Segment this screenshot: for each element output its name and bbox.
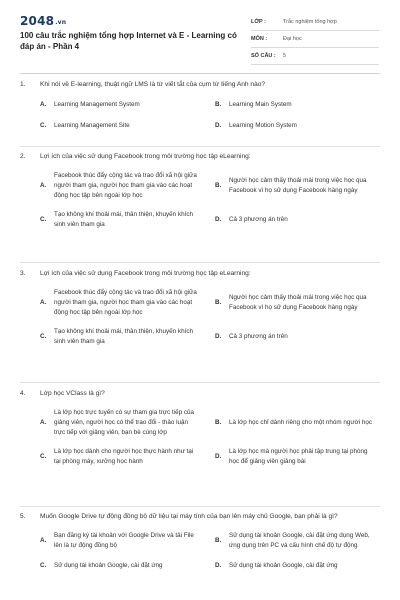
options: [40, 531, 380, 581]
option-text: Cả 3 phương án trên: [229, 216, 288, 223]
option-text: Learning Management System: [54, 101, 140, 108]
option-d[interactable]: [215, 327, 380, 347]
option-text: Người học cảm thấy thoải mái trong việc học qua Facebook vì họ sử dụng Facebook hàng ngày: [229, 177, 367, 194]
option-letter: D.: [215, 453, 222, 460]
question-number: 3.: [20, 270, 26, 277]
question-5: [20, 512, 380, 581]
options: [40, 408, 380, 476]
meta-value: 5: [283, 53, 287, 59]
option-text: Sử dụng tài khoản Google, cài đặt ứng: [229, 562, 338, 569]
question-number: 2.: [20, 153, 26, 160]
option-letter: A.: [40, 299, 47, 306]
site-logo[interactable]: [20, 14, 66, 28]
question-text: Khi nói về E-learning, thuật ngữ LMS là từ viết tắt của cụm từ tiếng Anh nào?: [40, 81, 266, 88]
option-a[interactable]: [40, 408, 205, 438]
option-letter: C.: [40, 562, 47, 569]
option-b[interactable]: [215, 99, 380, 111]
option-text: Là lớp học dành cho người học thực hành như tại tại phòng máy, xưởng học hành: [54, 448, 194, 465]
option-text: Facebook thúc đẩy cộng tác và trao đổi xã hội giữa người tham gia, người học tham gia vào các hoạt động học tập bên ngoài lớp học: [54, 289, 197, 316]
meta-value: Đại học: [283, 36, 302, 42]
option-a[interactable]: [40, 171, 205, 201]
option-letter: D.: [215, 333, 222, 340]
option-letter: B.: [215, 101, 222, 108]
option-a[interactable]: [40, 531, 205, 551]
option-text: Là lớp học trực tuyến có sự tham gia trực tiếp của giảng viên, người học có thể trao đổi - thảo luận trực tiếp với giảng viên, bạn bè cùng lớp: [54, 409, 194, 436]
option-letter: C.: [40, 216, 47, 223]
option-letter: A.: [40, 537, 47, 544]
option-b[interactable]: [215, 288, 380, 318]
question-4: [20, 389, 380, 476]
question-divider: [20, 262, 380, 263]
logo-suffix: .vn: [55, 19, 67, 26]
option-a[interactable]: [40, 288, 205, 318]
meta-label: MÔN :: [251, 36, 268, 42]
meta-row-class: [251, 14, 379, 31]
question-number: 1.: [20, 81, 26, 88]
option-d[interactable]: [215, 120, 380, 132]
option-letter: C.: [40, 333, 47, 340]
question-divider: [20, 506, 380, 507]
meta-row-subject: [251, 31, 379, 48]
question-divider: [20, 146, 380, 147]
option-letter: A.: [40, 419, 47, 426]
option-letter: B.: [215, 299, 222, 306]
question-1: [20, 80, 380, 141]
option-text: Sử dụng tài khoản Google, cài đặt ứng dụng Web, ứng dụng trên PC và cấu hình chế độ tự động: [229, 532, 370, 549]
option-text: Learning Motion System: [229, 122, 297, 129]
option-d[interactable]: [215, 560, 380, 572]
question-divider: [20, 382, 380, 383]
option-c[interactable]: [40, 327, 205, 347]
header-divider: [20, 73, 380, 74]
options: [40, 99, 380, 141]
option-text: Learning Main System: [229, 101, 292, 108]
question-number: 5.: [20, 513, 26, 520]
logo-text: 2048: [20, 14, 55, 28]
question-text: Lớp học VClass là gì?: [40, 390, 105, 397]
option-text: Cả 3 phương án trên: [229, 333, 288, 340]
document-title: 100 câu trắc nghiệm tổng hợp Internet và E - Learning có đáp án - Phần 4: [20, 31, 237, 51]
option-letter: D.: [215, 122, 222, 129]
option-d[interactable]: [215, 210, 380, 230]
question-text: Lợi ích của việc sử dụng Facebook trong môi trường học tập eLearning:: [40, 153, 251, 160]
meta-value: Trắc nghiệm tổng hợp: [283, 19, 337, 25]
option-text: Facebook thúc đẩy cộng tác và trao đổi xã hội giữa người tham gia, người học tham gia vào các hoạt động học tập bên ngoài lớp học: [54, 172, 197, 199]
meta-table: [251, 14, 379, 65]
option-text: Bạn đăng ký tài khoản với Google Drive và tải File lên là tự động đồng bộ: [54, 532, 194, 549]
option-text: Sử dụng tài khoản Google, cài đặt ứng: [54, 562, 163, 569]
option-c[interactable]: [40, 210, 205, 230]
option-text: Tạo không khí thoải mái, thân thiện, khuyến khích sinh viên tham gia: [54, 211, 193, 228]
option-d[interactable]: [215, 447, 380, 467]
option-b[interactable]: [215, 408, 380, 438]
question-text: Muốn Google Drive tự động đồng bộ dữ liệu tại máy tính của bạn lên máy chủ Google, bạn phải là gì?: [40, 513, 338, 520]
option-c[interactable]: [40, 560, 205, 572]
meta-label: SỐ CÂU :: [251, 53, 276, 59]
option-c[interactable]: [40, 447, 205, 467]
option-letter: B.: [215, 537, 222, 544]
option-text: Là lớp học mà người học phải tập trung tại phòng học để giảng viên giảng bài: [229, 448, 368, 465]
option-text: Người học cảm thấy thoải mái trong việc học qua Facebook vì họ sử dụng Facebook hàng ngày: [229, 294, 367, 311]
option-letter: D.: [215, 216, 222, 223]
option-text: Tạo không khí thoải mái, thân thiện, khuyến khích sinh viên tham gia: [54, 328, 193, 345]
option-b[interactable]: [215, 531, 380, 551]
option-letter: D.: [215, 562, 222, 569]
question-2: [20, 152, 380, 239]
options: [40, 171, 380, 239]
option-a[interactable]: [40, 99, 205, 111]
option-text: Learning Management Site: [54, 122, 130, 129]
option-b[interactable]: [215, 171, 380, 201]
meta-label: LỚP :: [251, 19, 266, 25]
option-text: Là lớp học chỉ dành riêng cho một nhóm người học: [229, 419, 373, 426]
option-c[interactable]: [40, 120, 205, 132]
question-number: 4.: [20, 390, 26, 397]
options: [40, 288, 380, 356]
option-letter: A.: [40, 182, 47, 189]
question-3: [20, 269, 380, 356]
option-letter: C.: [40, 453, 47, 460]
option-letter: B.: [215, 419, 222, 426]
option-letter: B.: [215, 182, 222, 189]
option-letter: C.: [40, 122, 47, 129]
question-text: Lợi ích của việc sử dụng Facebook trong môi trường học tập eLearning:: [40, 270, 251, 277]
option-letter: A.: [40, 101, 47, 108]
meta-row-count: [251, 48, 379, 65]
